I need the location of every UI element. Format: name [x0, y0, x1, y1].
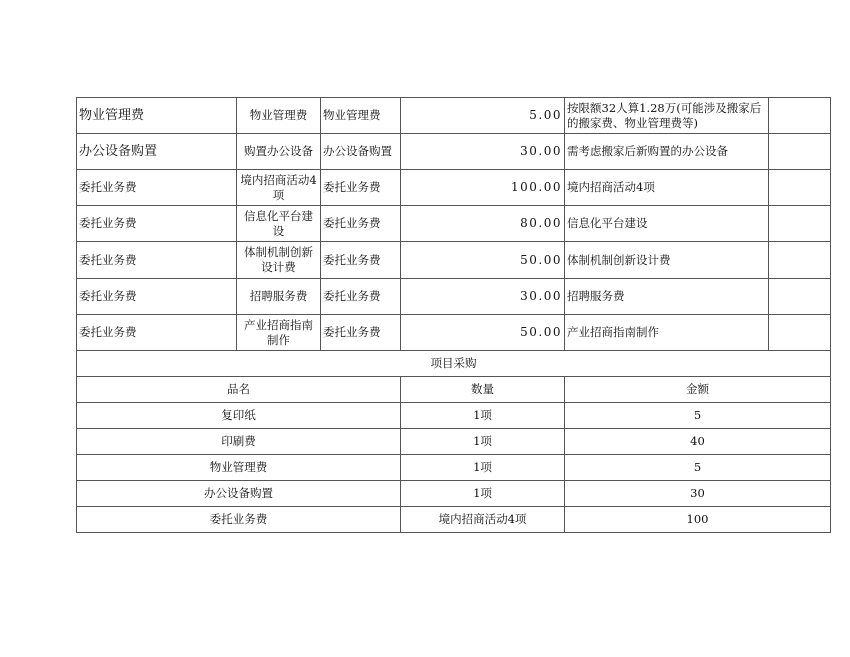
procurement-amount: 40: [565, 429, 831, 455]
amount-cell: 100.00: [401, 170, 565, 206]
procurement-title-row: [77, 351, 831, 377]
amount-cell: 80.00: [401, 206, 565, 242]
procurement-amount: 100: [565, 507, 831, 533]
budget-row: [77, 98, 831, 134]
type-cell: 委托业务费: [321, 315, 401, 351]
extra-cell: [769, 242, 831, 279]
amount-cell: 30.00: [401, 134, 565, 170]
category-cell: 委托业务费: [77, 279, 237, 315]
header-amount: 金额: [565, 377, 831, 403]
amount-cell: 5.00: [401, 98, 565, 134]
item-cell: 招聘服务费: [237, 279, 321, 315]
procurement-row: [77, 429, 831, 455]
procurement-amount: 30: [565, 481, 831, 507]
header-quantity: 数量: [401, 377, 565, 403]
item-cell: 产业招商指南制作: [237, 315, 321, 351]
type-cell: 委托业务费: [321, 170, 401, 206]
procurement-name: 办公设备购置: [77, 481, 401, 507]
note-cell: 体制机制创新设计费: [565, 242, 769, 279]
header-name: 品名: [77, 377, 401, 403]
item-cell: 境内招商活动4项: [237, 170, 321, 206]
item-cell: 物业管理费: [237, 98, 321, 134]
budget-row: [77, 206, 831, 242]
note-cell: 产业招商指南制作: [565, 315, 769, 351]
amount-cell: 50.00: [401, 315, 565, 351]
item-cell: 信息化平台建设: [237, 206, 321, 242]
procurement-quantity: 境内招商活动4项: [401, 507, 565, 533]
budget-row: [77, 315, 831, 351]
note-cell: 招聘服务费: [565, 279, 769, 315]
note-cell: 境内招商活动4项: [565, 170, 769, 206]
procurement-quantity: 1项: [401, 455, 565, 481]
item-cell: 购置办公设备: [237, 134, 321, 170]
budget-row: [77, 279, 831, 315]
procurement-name: 印刷费: [77, 429, 401, 455]
budget-row: [77, 134, 831, 170]
type-cell: 办公设备购置: [321, 134, 401, 170]
procurement-quantity: 1项: [401, 403, 565, 429]
procurement-amount: 5: [565, 455, 831, 481]
amount-cell: 50.00: [401, 242, 565, 279]
note-cell: 信息化平台建设: [565, 206, 769, 242]
procurement-quantity: 1项: [401, 429, 565, 455]
extra-cell: [769, 170, 831, 206]
procurement-name: 复印纸: [77, 403, 401, 429]
extra-cell: [769, 206, 831, 242]
category-cell: 委托业务费: [77, 206, 237, 242]
procurement-name: 委托业务费: [77, 507, 401, 533]
budget-table: [76, 97, 831, 533]
type-cell: 委托业务费: [321, 279, 401, 315]
category-cell: 委托业务费: [77, 315, 237, 351]
procurement-row: [77, 455, 831, 481]
category-cell: 物业管理费: [77, 98, 237, 134]
procurement-row: [77, 403, 831, 429]
type-cell: 委托业务费: [321, 206, 401, 242]
type-cell: 委托业务费: [321, 242, 401, 279]
procurement-row: [77, 507, 831, 533]
procurement-header-row: [77, 377, 831, 403]
budget-row: [77, 242, 831, 279]
procurement-row: [77, 481, 831, 507]
category-cell: 办公设备购置: [77, 134, 237, 170]
budget-row: [77, 170, 831, 206]
procurement-amount: 5: [565, 403, 831, 429]
item-cell: 体制机制创新设计费: [237, 242, 321, 279]
extra-cell: [769, 279, 831, 315]
procurement-title: 项目采购: [77, 351, 831, 377]
category-cell: 委托业务费: [77, 242, 237, 279]
extra-cell: [769, 315, 831, 351]
note-cell: 按限额32人算1.28万(可能涉及搬家后的搬家费、物业管理费等): [565, 98, 769, 134]
type-cell: 物业管理费: [321, 98, 401, 134]
note-cell: 需考虑搬家后新购置的办公设备: [565, 134, 769, 170]
extra-cell: [769, 98, 831, 134]
procurement-quantity: 1项: [401, 481, 565, 507]
category-cell: 委托业务费: [77, 170, 237, 206]
amount-cell: 30.00: [401, 279, 565, 315]
procurement-name: 物业管理费: [77, 455, 401, 481]
extra-cell: [769, 134, 831, 170]
